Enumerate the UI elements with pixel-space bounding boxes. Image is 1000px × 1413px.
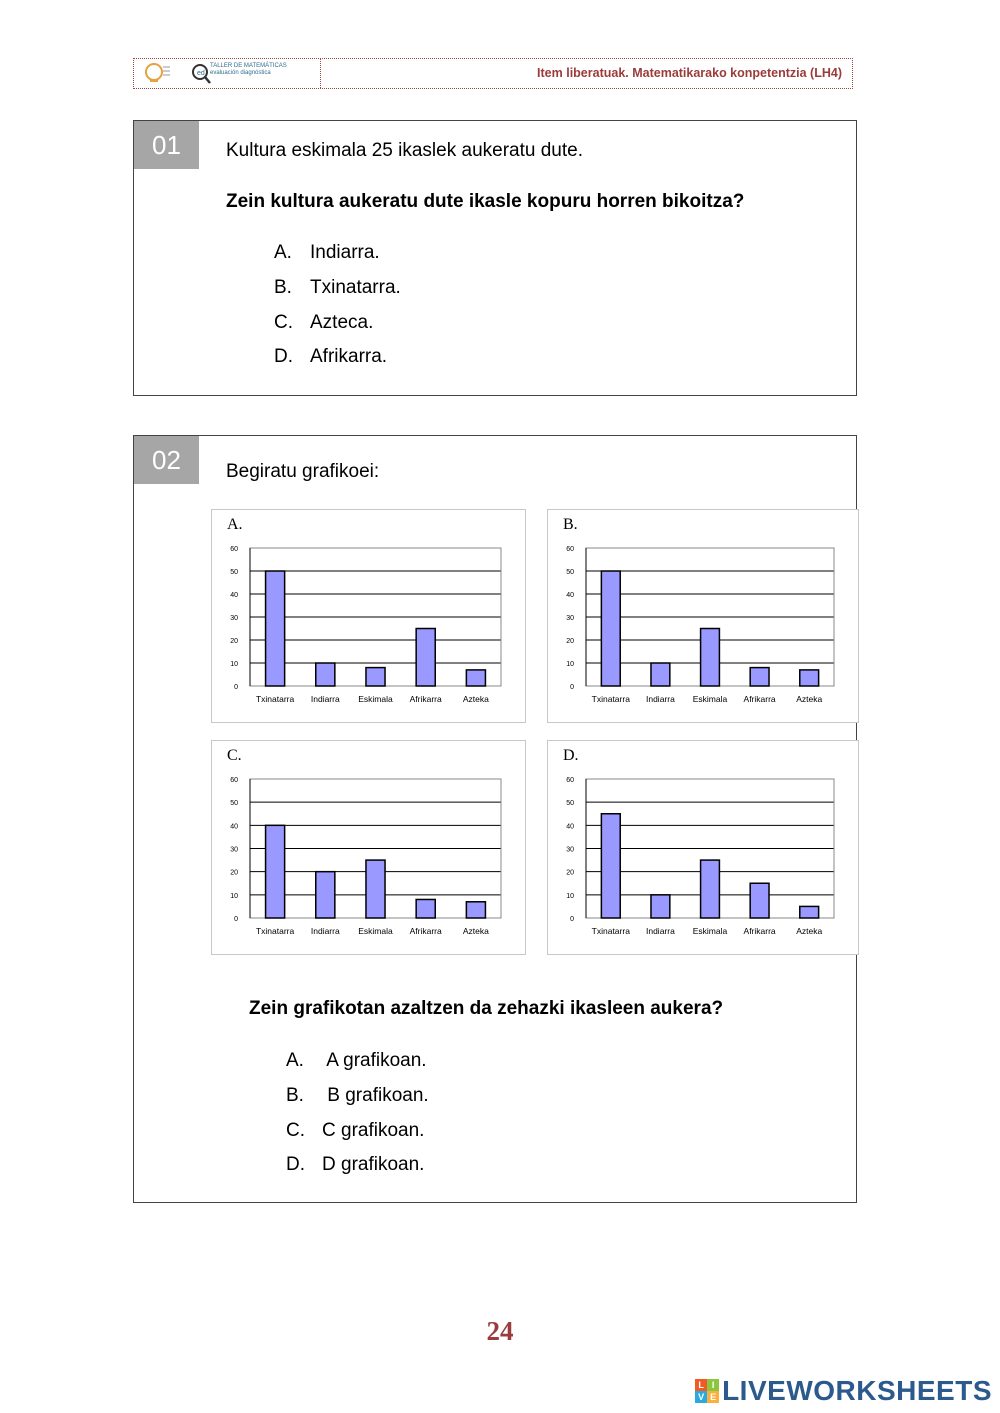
bar bbox=[466, 902, 485, 918]
chart-label: B. bbox=[563, 516, 578, 533]
chart-label: A. bbox=[227, 516, 243, 533]
x-tick-label: Azteka bbox=[796, 926, 823, 936]
bar bbox=[601, 571, 620, 686]
option-text: Azteca. bbox=[310, 312, 374, 333]
liveworksheets-brand[interactable] bbox=[695, 1376, 992, 1406]
bar bbox=[651, 895, 670, 918]
x-tick-label: Txinatarra bbox=[591, 694, 630, 704]
x-tick-label: Txinatarra bbox=[255, 926, 295, 936]
option-letter: D. bbox=[286, 1154, 305, 1175]
logo-letter: V bbox=[695, 1391, 707, 1403]
option-b[interactable] bbox=[286, 1085, 429, 1107]
option-c[interactable] bbox=[286, 1120, 424, 1142]
y-tick-label: 40 bbox=[230, 823, 238, 831]
x-tick-label: Afrikarra bbox=[743, 694, 776, 704]
header-title: Item liberatuak. Matematikarako konpetentzia (LH4) bbox=[537, 66, 842, 80]
option-text: Afrikarra. bbox=[310, 346, 388, 367]
x-tick-label: Eskimala bbox=[692, 694, 728, 704]
y-tick-label: 50 bbox=[566, 800, 574, 808]
bar bbox=[601, 814, 620, 918]
x-tick-label: Eskimala bbox=[692, 926, 728, 936]
y-tick-label: 40 bbox=[230, 592, 238, 599]
x-tick-label: Azteka bbox=[462, 694, 489, 704]
bar bbox=[651, 663, 670, 686]
bar bbox=[701, 860, 720, 918]
option-text: C grafikoan. bbox=[322, 1120, 425, 1141]
bar bbox=[701, 629, 720, 687]
y-tick-label: 0 bbox=[234, 684, 238, 691]
y-tick-label: 30 bbox=[566, 615, 574, 622]
y-tick-label: 50 bbox=[566, 569, 574, 576]
y-tick-label: 20 bbox=[566, 638, 574, 645]
y-tick-label: 10 bbox=[230, 661, 238, 668]
question-number: 02 bbox=[134, 436, 199, 484]
liveworksheets-logo-icon bbox=[695, 1379, 719, 1403]
chart-c-svg bbox=[212, 741, 527, 956]
option-a[interactable] bbox=[274, 242, 380, 264]
option-d[interactable] bbox=[286, 1154, 424, 1176]
question-prompt: Zein kultura aukeratu dute ikasle kopuru horren bikoitza? bbox=[226, 191, 745, 212]
bar bbox=[316, 663, 335, 686]
bar bbox=[366, 668, 385, 686]
y-tick-label: 20 bbox=[230, 869, 238, 877]
chart-b bbox=[547, 509, 859, 723]
y-tick-label: 0 bbox=[570, 916, 574, 923]
option-b[interactable] bbox=[274, 277, 401, 299]
option-letter: D. bbox=[274, 346, 293, 367]
y-tick-label: 60 bbox=[566, 546, 574, 553]
bar bbox=[316, 872, 335, 918]
y-tick-label: 0 bbox=[234, 916, 238, 923]
bar bbox=[366, 860, 385, 918]
lightbulb-logo-icon bbox=[142, 61, 172, 87]
x-tick-label: Eskimala bbox=[358, 926, 393, 936]
option-text: Indiarra. bbox=[310, 242, 380, 263]
svg-text:ed: ed bbox=[197, 70, 205, 77]
option-letter: C. bbox=[286, 1120, 305, 1141]
page-header bbox=[133, 58, 853, 89]
bar bbox=[266, 571, 285, 686]
chart-a bbox=[211, 509, 526, 723]
bar bbox=[750, 668, 769, 686]
bar bbox=[416, 899, 435, 918]
option-text: Txinatarra. bbox=[310, 277, 401, 298]
bar bbox=[800, 906, 819, 918]
y-tick-label: 10 bbox=[566, 661, 574, 668]
chart-label: D. bbox=[563, 747, 579, 764]
x-tick-label: Indiarra bbox=[645, 694, 675, 704]
y-tick-label: 60 bbox=[230, 546, 238, 553]
question-01-box bbox=[133, 120, 857, 396]
y-tick-label: 50 bbox=[230, 569, 238, 576]
chart-d-svg bbox=[548, 741, 860, 956]
option-letter: B. bbox=[286, 1085, 304, 1106]
chart-c bbox=[211, 740, 526, 955]
y-tick-label: 50 bbox=[230, 800, 238, 808]
question-number: 01 bbox=[134, 121, 199, 169]
y-tick-label: 10 bbox=[230, 892, 238, 900]
option-d[interactable] bbox=[274, 346, 387, 368]
option-letter: A. bbox=[274, 242, 292, 263]
y-tick-label: 60 bbox=[230, 777, 238, 784]
x-tick-label: Afrikarra bbox=[743, 926, 776, 936]
option-text: B grafikoan. bbox=[322, 1085, 429, 1106]
chart-a-svg bbox=[212, 510, 527, 724]
y-tick-label: 40 bbox=[566, 592, 574, 599]
option-a[interactable] bbox=[286, 1050, 427, 1072]
y-tick-label: 20 bbox=[230, 638, 238, 645]
chart-label: C. bbox=[227, 747, 242, 764]
bar bbox=[266, 825, 285, 918]
y-tick-label: 10 bbox=[566, 892, 574, 900]
logo-letter: L bbox=[695, 1379, 707, 1391]
y-tick-label: 60 bbox=[566, 777, 574, 784]
logo-letter: E bbox=[707, 1391, 719, 1403]
brand-name: LIVEWORKSHEETS bbox=[722, 1375, 992, 1406]
x-tick-label: Afrikarra bbox=[409, 694, 442, 704]
y-tick-label: 0 bbox=[570, 684, 574, 691]
y-tick-label: 30 bbox=[566, 846, 574, 854]
y-tick-label: 30 bbox=[230, 615, 238, 622]
y-tick-label: 30 bbox=[230, 846, 238, 854]
x-tick-label: Indiarra bbox=[645, 926, 675, 936]
bar bbox=[466, 670, 485, 686]
bar bbox=[416, 629, 435, 687]
option-letter: C. bbox=[274, 312, 293, 333]
bar bbox=[800, 670, 819, 686]
x-tick-label: Txinatarra bbox=[591, 926, 630, 936]
y-tick-label: 40 bbox=[566, 823, 574, 831]
bar bbox=[750, 883, 769, 918]
chart-d bbox=[547, 740, 859, 955]
option-text: A grafikoan. bbox=[322, 1050, 427, 1071]
page-number: 24 bbox=[486, 1316, 514, 1346]
x-tick-label: Eskimala bbox=[358, 694, 393, 704]
x-tick-label: Txinatarra bbox=[255, 694, 295, 704]
x-tick-label: Afrikarra bbox=[409, 926, 442, 936]
option-c[interactable] bbox=[274, 312, 373, 334]
x-tick-label: Indiarra bbox=[310, 926, 340, 936]
logo-caption: TALLER DE MATEMÁTICAS evaluación diagnóstica bbox=[210, 63, 287, 76]
option-letter: A. bbox=[286, 1050, 304, 1071]
question-prompt: Zein grafikotan azaltzen da zehazki ikasleen aukera? bbox=[249, 998, 724, 1019]
x-tick-label: Indiarra bbox=[310, 694, 340, 704]
question-intro: Begiratu grafikoei: bbox=[226, 461, 380, 482]
y-tick-label: 20 bbox=[566, 869, 574, 877]
x-tick-label: Azteka bbox=[796, 694, 823, 704]
question-intro: Kultura eskimala 25 ikaslek aukeratu dute. bbox=[226, 140, 583, 161]
x-tick-label: Azteka bbox=[462, 926, 489, 936]
logo-letter: I bbox=[707, 1379, 719, 1391]
option-text: D grafikoan. bbox=[322, 1154, 425, 1175]
chart-b-svg bbox=[548, 510, 860, 724]
header-logos bbox=[134, 59, 321, 88]
option-letter: B. bbox=[274, 277, 292, 298]
